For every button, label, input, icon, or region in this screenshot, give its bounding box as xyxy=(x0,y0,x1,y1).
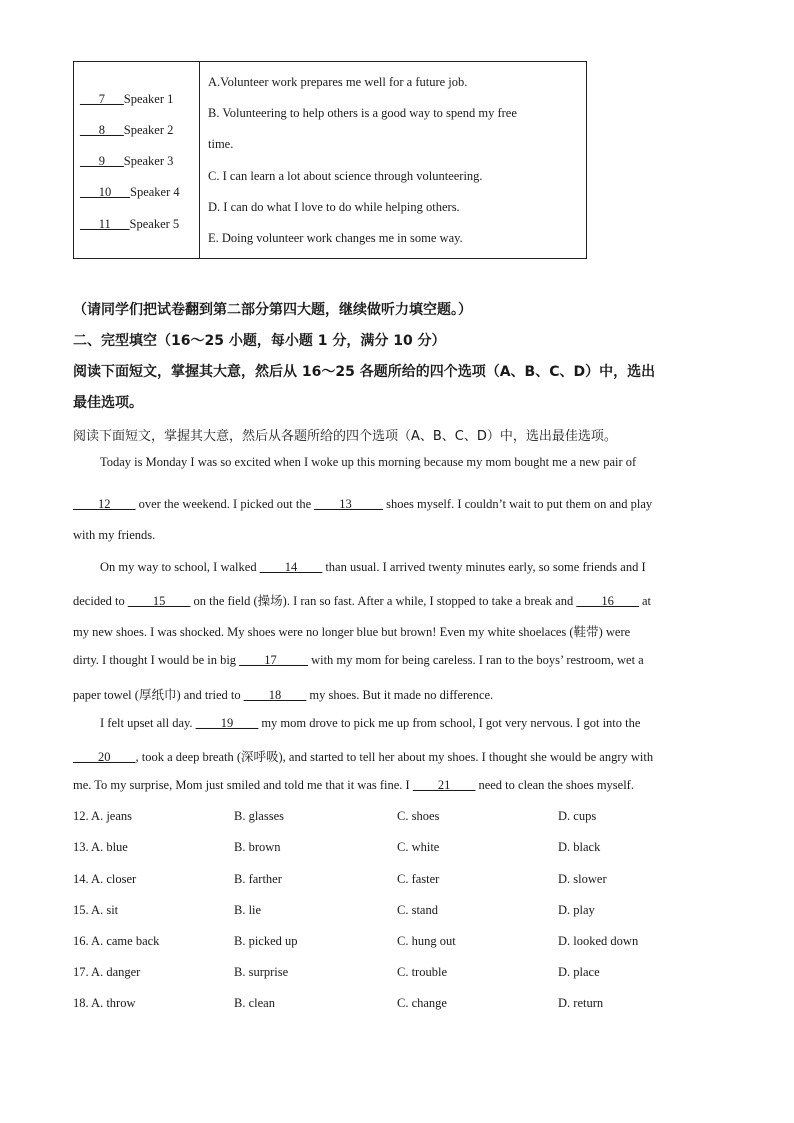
option-c: C. white xyxy=(397,840,440,854)
passage-line: ____20____, took a deep breath (深呼吸), and started to tell her about my shoes. I thought she would be angry with xyxy=(73,750,654,764)
instruction-bold: 最佳选项。 xyxy=(73,395,143,411)
blank-20: ____20____ xyxy=(73,750,136,764)
blank-13: ____13_____ xyxy=(314,497,384,511)
passage-line: decided to ____15____ on the field (操场). I ran so fast. After a while, I stopped to take a break and ____16____ at xyxy=(73,594,651,608)
speaker-row: ___11___Speaker 5 xyxy=(80,217,180,231)
option-c: C. hung out xyxy=(397,934,456,948)
speaker-row: ___9___Speaker 3 xyxy=(80,154,174,168)
statement: A.Volunteer work prepares me well for a future job. xyxy=(208,75,468,89)
speaker-row: ___7___Speaker 1 xyxy=(80,92,174,106)
option-a: 14. A. closer xyxy=(73,872,137,886)
option-d: D. place xyxy=(558,965,600,979)
statement: E. Doing volunteer work changes me in some way. xyxy=(208,231,463,245)
option-c: C. change xyxy=(397,996,447,1010)
option-a: 17. A. danger xyxy=(73,965,141,979)
blank-15: ____15____ xyxy=(127,594,191,608)
matching-table xyxy=(73,61,587,259)
option-b: B. surprise xyxy=(234,965,289,979)
section-title: 二、完型填空（16～25 小题，每小题 1 分，满分 10 分） xyxy=(73,333,446,349)
passage-line: my new shoes. I was shocked. My shoes were no longer blue but brown! Even my white shoelaces (鞋带) were xyxy=(73,625,631,639)
option-a: 18. A. throw xyxy=(73,996,136,1010)
option-d: D. return xyxy=(558,996,604,1010)
statement: D. I can do what I love to do while helping others. xyxy=(208,200,460,214)
option-b: B. brown xyxy=(234,840,281,854)
option-b: B. lie xyxy=(234,903,262,917)
statement-column xyxy=(200,62,586,258)
passage-line: paper towel (厚纸巾) and tried to ____18____ my shoes. But it made no difference. xyxy=(73,688,494,702)
blank-17: ____17_____ xyxy=(239,653,308,667)
blank-21: ____21____ xyxy=(412,778,476,792)
option-c: C. faster xyxy=(397,872,440,886)
blank-12: ____12____ xyxy=(73,497,136,511)
option-a: 12. A. jeans xyxy=(73,809,133,823)
blank-18: ____18____ xyxy=(243,688,307,702)
speaker-row: ___8___Speaker 2 xyxy=(80,123,174,137)
passage-line: with my friends. xyxy=(73,528,156,542)
option-d: D. cups xyxy=(558,809,597,823)
option-b: B. clean xyxy=(234,996,275,1010)
turn-page-note: （请同学们把试卷翻到第二部分第四大题，继续做听力填空题。） xyxy=(73,302,472,318)
statement: B. Volunteering to help others is a good way to spend my free xyxy=(208,106,517,120)
passage-line: On my way to school, I walked ____14____ than usual. I arrived twenty minutes early, so some friends and I xyxy=(100,560,646,574)
statement: C. I can learn a lot about science through volunteering. xyxy=(208,169,483,183)
option-b: B. glasses xyxy=(234,809,284,823)
statement: time. xyxy=(208,137,234,151)
option-a: 13. A. blue xyxy=(73,840,128,854)
blank-16: ____16____ xyxy=(576,594,639,608)
speaker-row: ___10___Speaker 4 xyxy=(80,185,180,199)
option-a: 16. A. came back xyxy=(73,934,160,948)
option-b: B. picked up xyxy=(234,934,298,948)
option-d: D. black xyxy=(558,840,601,854)
option-b: B. farther xyxy=(234,872,282,886)
option-d: D. slower xyxy=(558,872,607,886)
option-a: 15. A. sit xyxy=(73,903,119,917)
blank-19: ____19____ xyxy=(195,716,259,730)
option-c: C. stand xyxy=(397,903,438,917)
option-c: C. trouble xyxy=(397,965,447,979)
passage-line: Today is Monday I was so excited when I woke up this morning because my mom bought me a new pair of xyxy=(100,455,637,469)
speaker-column xyxy=(74,62,200,258)
instruction-bold: 阅读下面短文，掌握其大意，然后从 16～25 各题所给的四个选项（A、B、C、D）中，选出 xyxy=(73,364,656,380)
passage-line: ____12____ over the weekend. I picked out the ____13_____ shoes myself. I couldn’t wait to put them on and play xyxy=(73,497,653,511)
option-d: D. looked down xyxy=(558,934,639,948)
option-c: C. shoes xyxy=(397,809,440,823)
passage-line: me. To my surprise, Mom just smiled and told me that it was fine. I ____21____ need to clean the shoes myself. xyxy=(73,778,634,792)
blank-14: ____14____ xyxy=(259,560,323,574)
passage-line: I felt upset all day. ____19____ my mom drove to pick me up from school, I got very nervous. I got into the xyxy=(100,716,641,730)
instruction-normal: 阅读下面短文，掌握其大意，然后从各题所给的四个选项（A、B、C、D）中，选出最佳选项。 xyxy=(73,429,617,444)
passage-line: dirty. I thought I would be in big ____17_____ with my mom for being careless. I ran to the boys’ restroom, wet a xyxy=(73,653,644,667)
option-d: D. play xyxy=(558,903,595,917)
